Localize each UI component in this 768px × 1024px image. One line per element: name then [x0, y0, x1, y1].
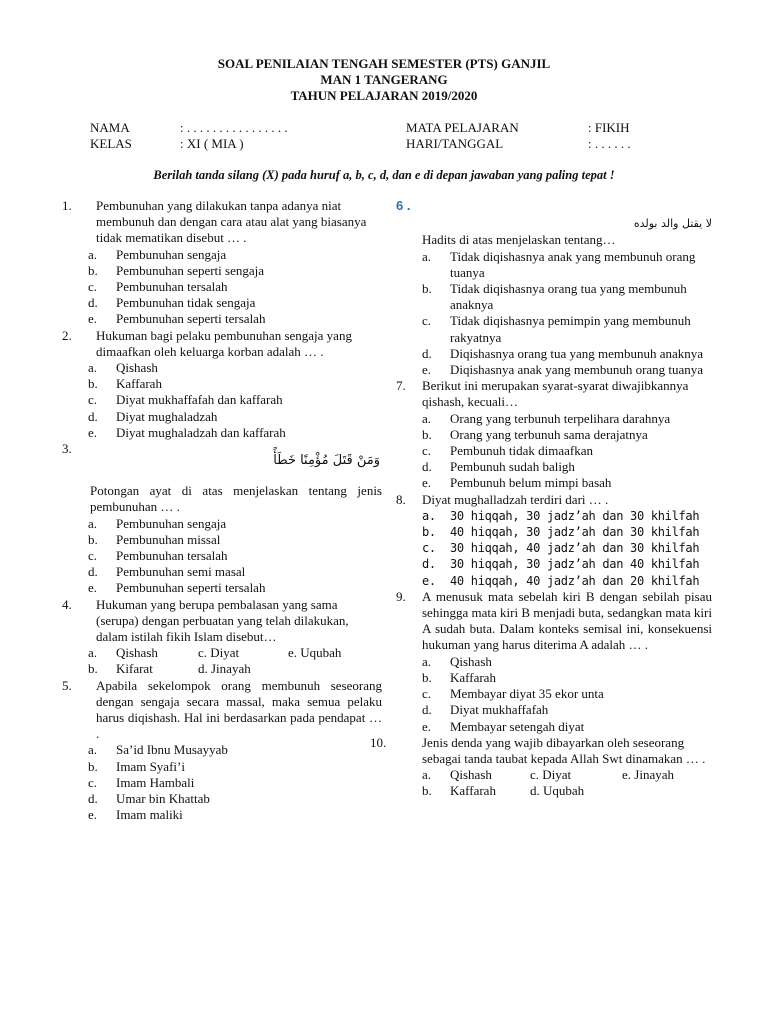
- question-9: [396, 589, 712, 654]
- academic-year: TAHUN PELAJARAN 2019/2020: [290, 88, 478, 103]
- question-text: Potongan ayat di atas menjelaskan tentang jenis pembunuhan … .: [90, 483, 382, 515]
- option-row: b. Kifarat d. Jinayah: [88, 661, 251, 677]
- option: b. Imam Syafi’i: [88, 758, 185, 774]
- question-number: 8.: [396, 491, 406, 507]
- hari-label: HARI/TANGGAL: [406, 136, 504, 151]
- option-row: a. Qishash c. Diyat e. Uqubah: [88, 645, 342, 661]
- option: c. Diyat mukhaffafah dan kaffarah: [88, 392, 283, 408]
- question-text: Hadits di atas menjelaskan tentang…: [422, 232, 616, 248]
- question-text: Berikut ini merupakan syarat-syarat diwajibkannya qishash, kecuali…: [422, 378, 689, 410]
- question-8: [396, 492, 712, 508]
- question-5: [62, 678, 382, 743]
- option: e. Pembunuhan seperti tersalah: [88, 580, 266, 596]
- option: d. Pembunuh sudah baligh: [422, 459, 575, 475]
- option: b. Orang yang terbunuh sama derajatnya: [422, 426, 648, 442]
- kelas-value: : XI ( MIA ): [180, 136, 244, 151]
- question-number: 3.: [62, 441, 72, 457]
- nama-label: NAMA: [90, 120, 130, 135]
- question-text: A menusuk mata sebelah kiri B dengan sebilah pisau sehingga mata kiri B menjadi buta, sedangkan mata kiri A sudah buta. Dalam konteks semisal ini, konsekuensi hukuman yang harus diterima A adalah … .: [422, 588, 712, 653]
- mapel-label: MATA PELAJARAN: [406, 120, 519, 135]
- option: d. 30 hiqqah, 30 jadz’ah dan 40 khilfah: [422, 557, 700, 572]
- question-10: [370, 735, 712, 767]
- question-text: Hukuman bagi pelaku pembunuhan sengaja yang dimaafkan oleh keluarga korban adalah … .: [96, 327, 352, 359]
- quran-verse: وَمَنْ قَتَلَ مُؤْمِنًا خَطَأً: [273, 453, 380, 469]
- question-4: [62, 597, 382, 646]
- nama-value: : . . . . . . . . . . . . . . . .: [180, 120, 288, 135]
- question-1: [62, 198, 382, 247]
- option: c. Pembunuhan tersalah: [88, 548, 228, 564]
- option: a. Qishash: [88, 360, 158, 376]
- option: d. Diyat mughaladzah: [88, 408, 218, 424]
- option: d. Diyat mukhaffafah: [422, 702, 549, 718]
- option: e. Imam maliki: [88, 807, 183, 823]
- question-text: Pembunuhan yang dilakukan tanpa adanya niat membunuh dan dengan cara atau alat yang biasanya tidak mematikan disebut … .: [96, 198, 367, 246]
- option: b. 40 hiqqah, 30 jadz’ah dan 30 khilfah: [422, 525, 700, 540]
- option: c. Imam Hambali: [88, 774, 195, 790]
- question-7: [396, 378, 712, 410]
- question-number: 7.: [396, 378, 406, 394]
- right-column: [370, 198, 712, 799]
- option: e. 40 hiqqah, 40 jadz’ah dan 20 khilfah: [422, 573, 700, 588]
- question-number: 2.: [62, 327, 72, 343]
- question-2: [62, 328, 382, 360]
- left-column: [62, 198, 382, 823]
- option-row: a. Qishash c. Diyat e. Jinayah: [422, 767, 674, 783]
- question-number: 1.: [62, 198, 72, 213]
- option-row: b. Kaffarah d. Uqubah: [422, 783, 585, 799]
- option: c. Membayar diyat 35 ekor unta: [422, 686, 604, 702]
- option: b. Pembunuhan seperti sengaja: [88, 262, 265, 278]
- question-3: [62, 441, 382, 457]
- option: e. Diqishasnya anak yang membunuh orang tuanya: [422, 362, 704, 378]
- question-text: Jenis denda yang wajib dibayarkan oleh seseorang sebagai tanda taubat kepada Allah Swt dinamakan … .: [422, 734, 706, 766]
- option: b. Tidak diqishasnya orang tua yang membunuh anaknya: [422, 281, 687, 313]
- mapel-value: : FIKIH: [588, 120, 630, 135]
- option: c. Pembunuhan tersalah: [88, 279, 228, 295]
- option: e. Pembunuh belum mimpi basah: [422, 475, 612, 491]
- kelas-label: KELAS: [90, 136, 132, 151]
- option: a. Pembunuhan sengaja: [88, 246, 227, 262]
- option: e. Membayar setengah diyat: [422, 718, 585, 734]
- option: a. Tidak diqishasnya anak yang membunuh orang tuanya: [422, 248, 696, 280]
- option: b. Kaffarah: [422, 669, 496, 685]
- question-number: 5.: [62, 677, 72, 693]
- option: d. Diqishasnya orang tua yang membunuh anaknya: [422, 345, 704, 361]
- question-number: 4.: [62, 596, 72, 612]
- question-number: 9.: [396, 588, 406, 604]
- hari-value: : . . . . . .: [588, 136, 631, 151]
- option: d. Umar bin Khattab: [88, 791, 210, 807]
- option: c. Tidak diqishasnya pemimpin yang membunuh rakyatnya: [422, 313, 691, 345]
- option: a. Pembunuhan sengaja: [88, 515, 227, 531]
- question-number: 10.: [370, 734, 387, 750]
- question-text: Apabila sekelompok orang membunuh seseorang dengan sengaja secara massal, maka semua pelaku harus diqishash. Hal ini berdasarkan pada pendapat … .: [96, 677, 382, 742]
- question-text: Hukuman yang berupa pembalasan yang sama (serupa) dengan perbuatan yang telah dilakukan, dalam istilah fikih Islam disebut…: [96, 596, 349, 645]
- option: c. 30 hiqqah, 40 jadz’ah dan 30 khilfah: [422, 541, 700, 556]
- option: d. Pembunuhan semi masal: [88, 564, 246, 580]
- option: a. Qishash: [422, 653, 492, 669]
- option: b. Pembunuhan missal: [88, 531, 221, 547]
- option: c. Pembunuh tidak dimaafkan: [422, 443, 593, 459]
- option: a. Sa’id Ibnu Musayyab: [88, 742, 228, 758]
- option: b. Kaffarah: [88, 376, 162, 392]
- option: e. Pembunuhan seperti tersalah: [88, 311, 266, 327]
- option: a. Orang yang terbunuh terpelihara darahnya: [422, 410, 671, 426]
- school-name: MAN 1 TANGERANG: [320, 72, 448, 87]
- option: d. Pembunuhan tidak sengaja: [88, 295, 256, 311]
- instruction: Berilah tanda silang (X) pada huruf a, b, c, d, dan e di depan jawaban yang paling tepat !: [153, 168, 615, 182]
- option: a. 30 hiqqah, 30 jadz’ah dan 30 khilfah: [422, 508, 700, 523]
- hadith-text: لا يقتل والد بولده: [633, 217, 712, 231]
- exam-title: SOAL PENILAIAN TENGAH SEMESTER (PTS) GANJIL: [217, 56, 551, 71]
- question-number-6: 6 .: [396, 198, 411, 213]
- option: e. Diyat mughaladzah dan kaffarah: [88, 424, 286, 440]
- question-text: Diyat mughalladzah terdiri dari … .: [422, 491, 609, 507]
